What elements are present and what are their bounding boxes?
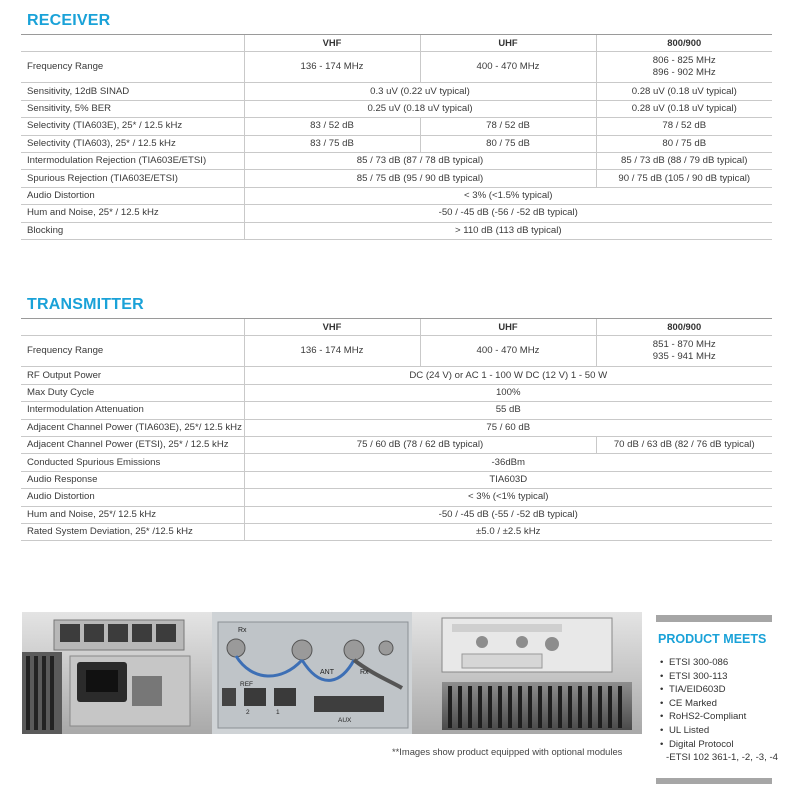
row-label: Sensitivity, 12dB SINAD: [21, 83, 244, 100]
bullet-icon: •: [660, 697, 664, 709]
cell-uhf: 80 / 75 dB: [420, 135, 596, 152]
cell-vhf: 136 - 174 MHz: [244, 52, 420, 83]
cell-vhf-uhf: 75 / 60 dB (78 / 62 dB typical): [244, 436, 596, 453]
list-item: [660, 738, 778, 752]
table-row: [21, 454, 772, 471]
list-item-text: ETSI 300-086: [669, 657, 729, 668]
receiver-row-frequency: [21, 52, 772, 83]
row-label: Audio Distortion: [21, 187, 244, 204]
list-item-text: CE Marked: [669, 697, 717, 709]
heatsink-fins-right: [442, 682, 632, 730]
table-row: [21, 489, 772, 506]
cell-all: > 110 dB (113 dB typical): [244, 222, 772, 239]
transmitter-header-blank: [21, 319, 244, 336]
cell-all: 75 / 60 dB: [244, 419, 772, 436]
table-row: [21, 222, 772, 239]
freq-line-1: 851 - 870 MHz: [652, 339, 716, 351]
freq-line-2: 896 - 902 MHz: [652, 67, 716, 79]
list-item-text: UL Listed: [669, 724, 710, 736]
photo-caption: **Images show product equipped with optional modules: [392, 746, 623, 757]
transmitter-header-vhf: VHF: [244, 319, 420, 336]
receiver-header-uhf: UHF: [420, 35, 596, 52]
cell-uhf: 400 - 470 MHz: [420, 52, 596, 83]
receiver-table: [21, 34, 772, 240]
row-label: Max Duty Cycle: [21, 384, 244, 401]
cell-all: < 3% (<1% typical): [244, 489, 772, 506]
table-row: [21, 100, 772, 117]
list-item-text: Digital Protocol: [669, 738, 734, 750]
meets-top-bar: [656, 615, 772, 622]
table-row: [21, 170, 772, 187]
cell-all: TIA603D: [244, 471, 772, 488]
product-meets-list: [660, 656, 778, 765]
bullet-icon: •: [660, 724, 664, 736]
row-label: Frequency Range: [21, 336, 244, 367]
bullet-icon: •: [660, 684, 664, 696]
list-item: [660, 683, 778, 697]
list-item: [660, 724, 778, 738]
cell-all: -36dBm: [244, 454, 772, 471]
list-item-continuation: -ETSI 102 361-1, -2, -3, -4: [666, 752, 778, 764]
table-row: [21, 402, 772, 419]
freq-line-1: 806 - 825 MHz: [652, 55, 716, 67]
freq-line-2: 935 - 941 MHz: [652, 351, 716, 363]
product-meets-title: PRODUCT MEETS: [658, 632, 767, 646]
table-row: [21, 367, 772, 384]
cell-all: < 3% (<1.5% typical): [244, 187, 772, 204]
row-label: Selectivity (TIA603), 25* / 12.5 kHz: [21, 135, 244, 152]
cell-all: 55 dB: [244, 402, 772, 419]
table-row: [21, 523, 772, 540]
table-row: [21, 118, 772, 135]
table-row: [21, 205, 772, 222]
cell-vhf: 83 / 75 dB: [244, 135, 420, 152]
cell-800900: 0.28 uV (0.18 uV typical): [596, 83, 772, 100]
cell-all: -50 / -45 dB (-56 / -52 dB typical): [244, 205, 772, 222]
list-item-text: ETSI 300-113: [669, 670, 728, 682]
row-label: Sensitivity, 5% BER: [21, 100, 244, 117]
product-photo: [22, 612, 642, 734]
bullet-icon: •: [660, 670, 664, 682]
transmitter-header-row: [21, 319, 772, 336]
row-label: Hum and Noise, 25* / 12.5 kHz: [21, 205, 244, 222]
transmitter-header-800900: 800/900: [596, 319, 772, 336]
table-row: [21, 187, 772, 204]
transmitter-header-uhf: UHF: [420, 319, 596, 336]
receiver-title: RECEIVER: [27, 12, 111, 29]
rx2-label: Rx: [360, 669, 369, 676]
row-label: Audio Distortion: [21, 489, 244, 506]
cell-800900: 80 / 75 dB: [596, 135, 772, 152]
cell-uhf: 78 / 52 dB: [420, 118, 596, 135]
meets-bottom-bar: [656, 778, 772, 784]
port1-label: 1: [276, 709, 280, 716]
row-label: Intermodulation Attenuation: [21, 402, 244, 419]
row-label: Hum and Noise, 25*/ 12.5 kHz: [21, 506, 244, 523]
table-row: [21, 83, 772, 100]
cell-all: DC (24 V) or AC 1 - 100 W DC (12 V) 1 - 50 W: [244, 367, 772, 384]
ref-label: REF: [240, 681, 253, 688]
receiver-header-row: [21, 35, 772, 52]
receiver-header-blank: [21, 35, 244, 52]
table-row: [21, 419, 772, 436]
aux-label: AUX: [338, 717, 352, 724]
cell-vhf-uhf: 85 / 73 dB (87 / 78 dB typical): [244, 152, 596, 169]
cell-800900: [596, 52, 772, 83]
table-row: [21, 506, 772, 523]
table-row: [21, 471, 772, 488]
repeater-rear-panel-illustration: [22, 612, 642, 734]
table-row: [21, 152, 772, 169]
bullet-icon: •: [660, 738, 664, 750]
cell-800900: 85 / 73 dB (88 / 79 dB typical): [596, 152, 772, 169]
row-label: Audio Response: [21, 471, 244, 488]
list-item: [660, 697, 778, 711]
cell-800900: 0.28 uV (0.18 uV typical): [596, 100, 772, 117]
row-label: Selectivity (TIA603E), 25* / 12.5 kHz: [21, 118, 244, 135]
ethernet-ports: [60, 624, 176, 642]
rx-label: Rx: [238, 627, 247, 634]
port2-label: 2: [246, 709, 250, 716]
cell-vhf: 83 / 52 dB: [244, 118, 420, 135]
row-label: Blocking: [21, 222, 244, 239]
list-item: [660, 656, 778, 670]
bullet-icon: •: [660, 711, 664, 723]
bullet-icon: •: [660, 657, 664, 668]
list-item: [660, 670, 778, 684]
row-label: Spurious Rejection (TIA603E/ETSI): [21, 170, 244, 187]
row-label: Adjacent Channel Power (TIA603E), 25*/ 12.5 kHz: [21, 419, 244, 436]
row-label: Adjacent Channel Power (ETSI), 25* / 12.5 kHz: [21, 436, 244, 453]
list-item-text: RoHS2-Compliant: [669, 711, 747, 723]
cell-uhf: 400 - 470 MHz: [420, 336, 596, 367]
list-item: [660, 710, 778, 724]
row-label: Intermodulation Rejection (TIA603E/ETSI): [21, 152, 244, 169]
cell-800900: 90 / 75 dB (105 / 90 dB typical): [596, 170, 772, 187]
row-label: RF Output Power: [21, 367, 244, 384]
heatsink-fins: [22, 652, 62, 734]
table-row: [21, 384, 772, 401]
cell-all: 100%: [244, 384, 772, 401]
cell-800900: 78 / 52 dB: [596, 118, 772, 135]
table-row: [21, 436, 772, 453]
table-row: [21, 135, 772, 152]
row-label: Conducted Spurious Emissions: [21, 454, 244, 471]
cell-vhf-uhf: 0.25 uV (0.18 uV typical): [244, 100, 596, 117]
receiver-header-vhf: VHF: [244, 35, 420, 52]
cell-all: ±5.0 / ±2.5 kHz: [244, 523, 772, 540]
row-label: Frequency Range: [21, 52, 244, 83]
cell-800900: 70 dB / 63 dB (82 / 76 dB typical): [596, 436, 772, 453]
ant-label: ANT: [320, 669, 334, 676]
transmitter-table: [21, 318, 772, 541]
receiver-header-800900: 800/900: [596, 35, 772, 52]
cell-vhf: 136 - 174 MHz: [244, 336, 420, 367]
cell-vhf-uhf: 0.3 uV (0.22 uV typical): [244, 83, 596, 100]
cell-all: -50 / -45 dB (-55 / -52 dB typical): [244, 506, 772, 523]
row-label: Rated System Deviation, 25* /12.5 kHz: [21, 523, 244, 540]
cell-800900: [596, 336, 772, 367]
cell-vhf-uhf: 85 / 75 dB (95 / 90 dB typical): [244, 170, 596, 187]
list-item-text: TIA/EID603D: [669, 684, 726, 696]
transmitter-row-frequency: [21, 336, 772, 367]
transmitter-title: TRANSMITTER: [27, 296, 144, 313]
